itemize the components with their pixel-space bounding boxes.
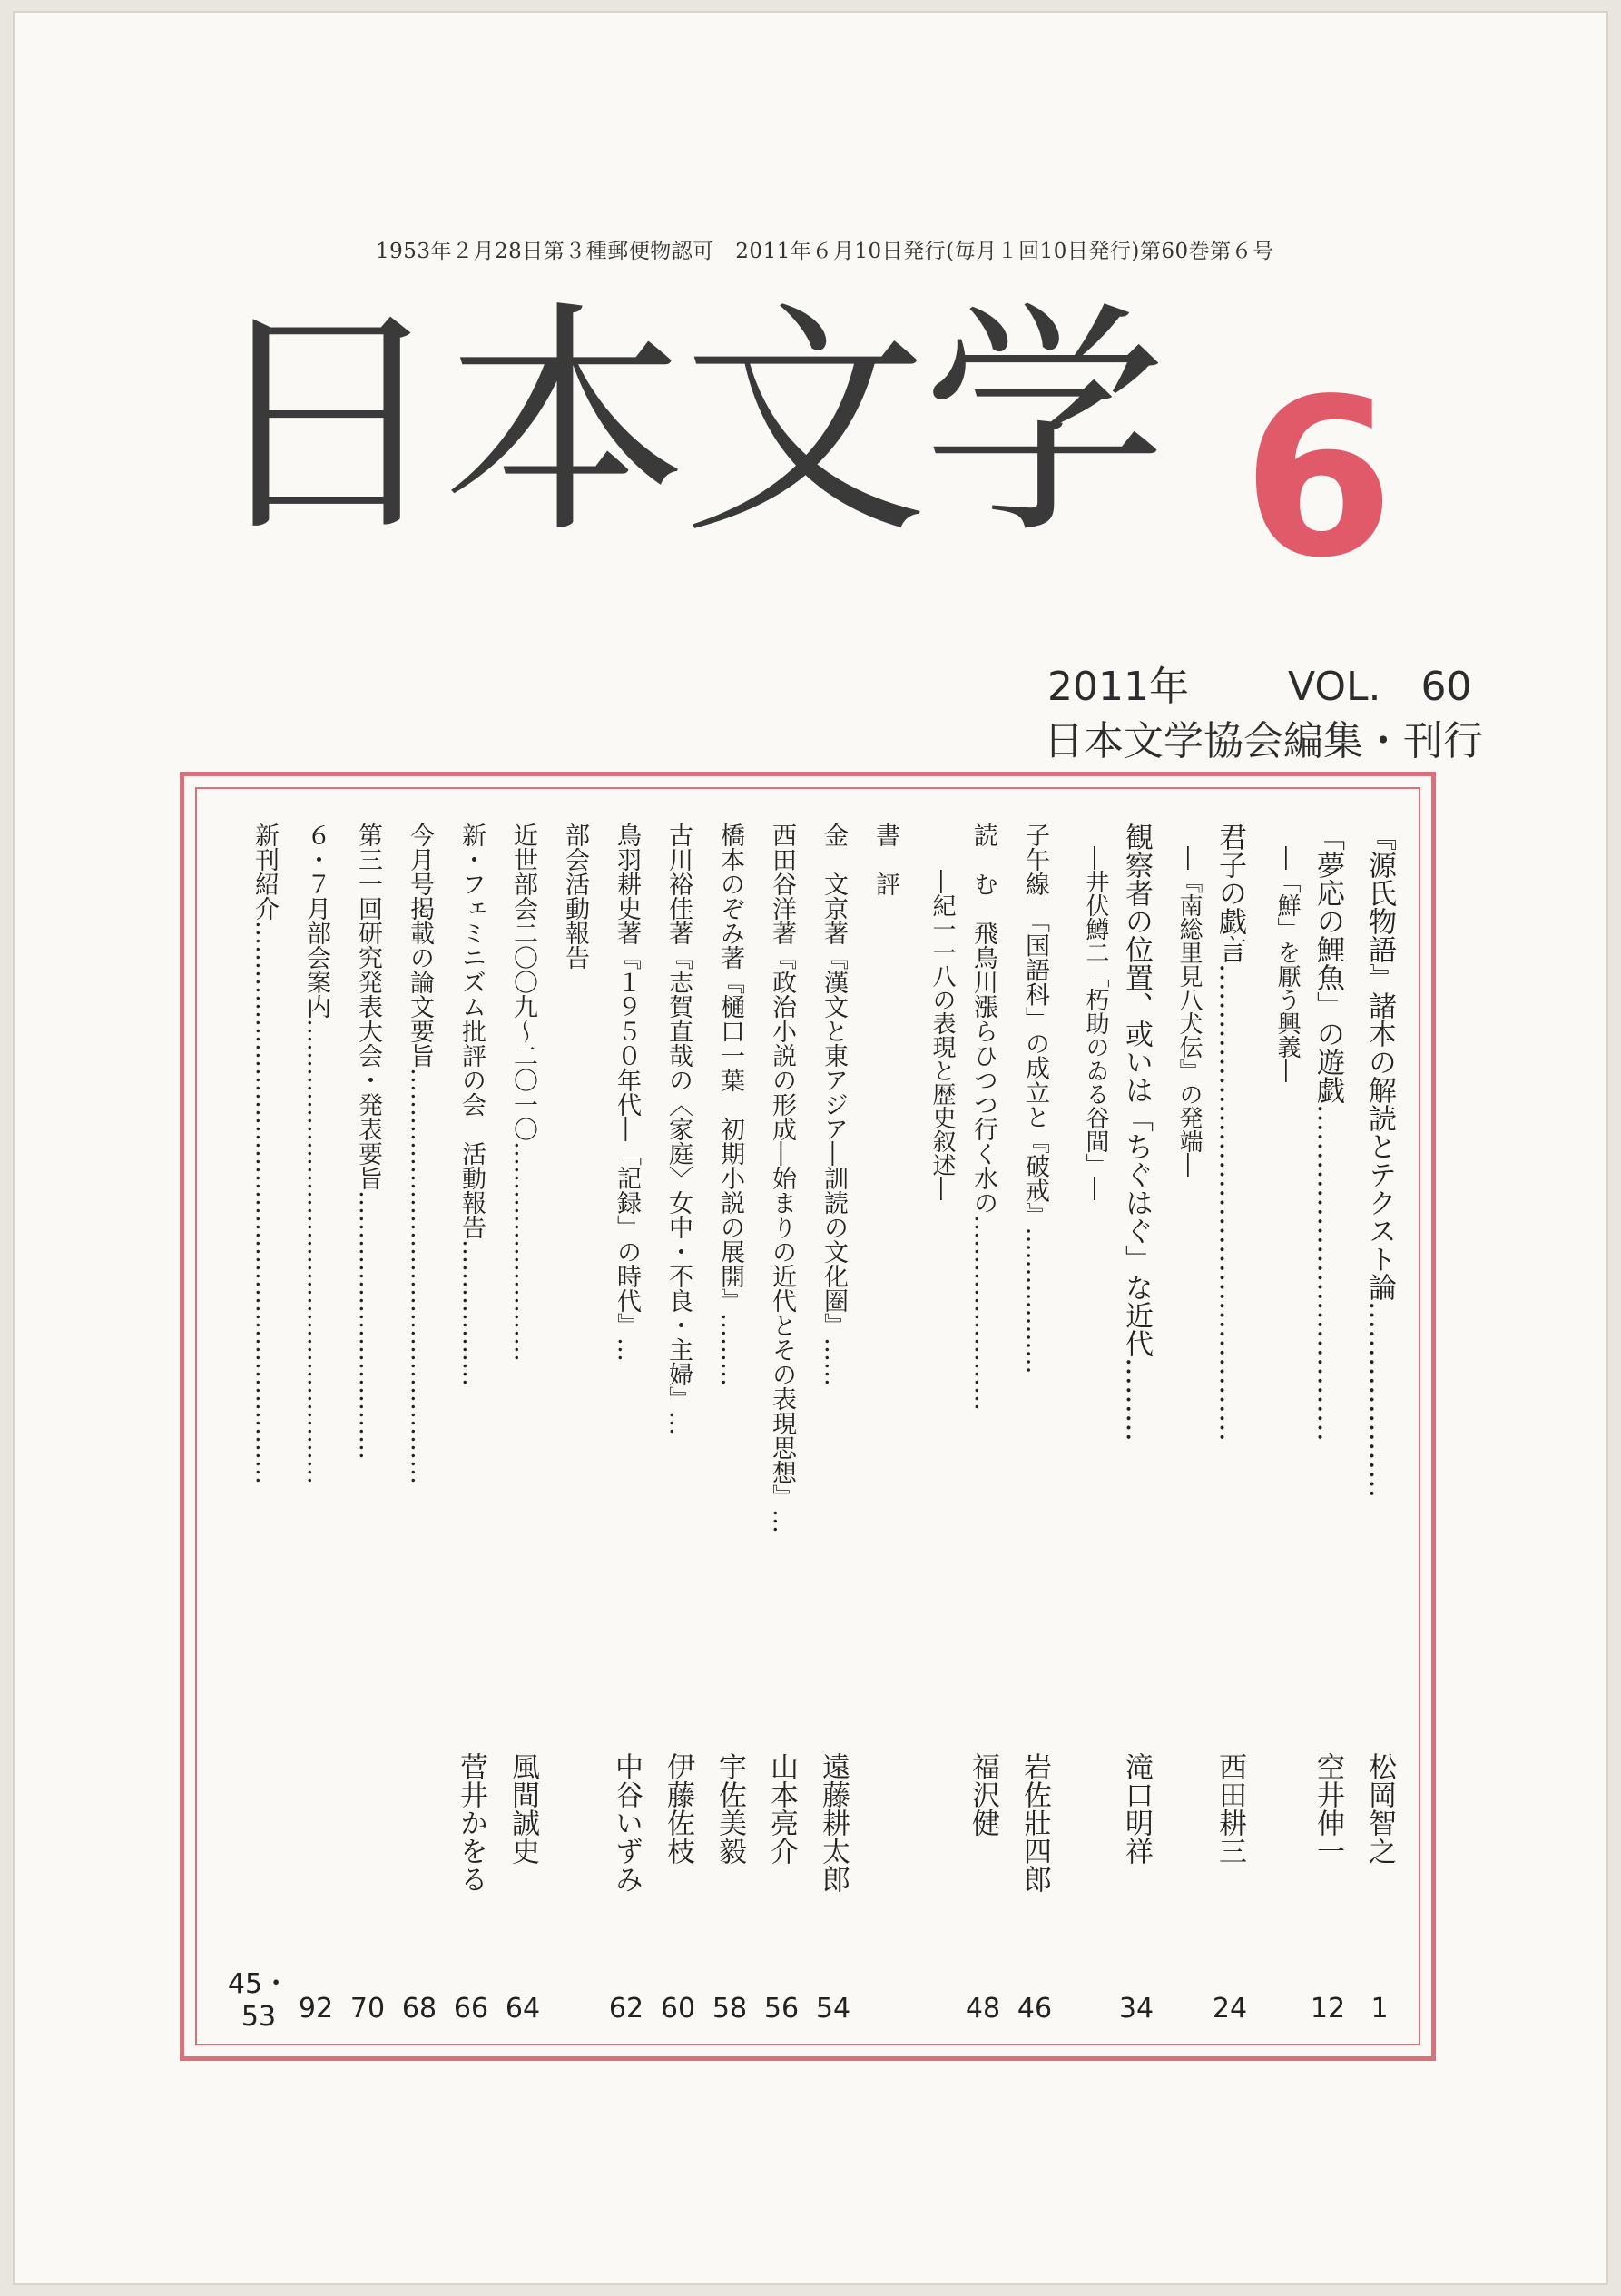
publication-year: 2011年 xyxy=(1047,664,1189,710)
toc-section-heading: 部会活動報告 xyxy=(561,823,589,970)
toc-entry-author: 山本亮介 xyxy=(765,1752,798,1865)
toc-entry-title: 君子の戯言…………………………………………… xyxy=(1213,823,1246,1442)
toc-entry-page: 70 xyxy=(349,1993,386,2025)
toc-entry-title: 橋本のぞみ著『樋口一葉 初期小説の展開』……… xyxy=(716,823,744,1386)
toc-entry-page: 68 xyxy=(401,1993,437,2025)
toc-entry-subtitle: ―『南総里見八犬伝』の発端― xyxy=(1175,823,1203,1177)
toc-entry-title: 読 む 飛鳥川漲らひつつ行く水の…………………… xyxy=(969,823,997,1411)
toc-entry-page: 45・53 xyxy=(227,1968,290,2033)
toc-entry-author: 伊藤佐枝 xyxy=(662,1752,694,1865)
toc-entry-title: 「夢応の鯉魚」の遊戯……………………………… xyxy=(1312,823,1344,1442)
toc-entry-title: 近世部会二〇〇九～二〇一〇……………………… xyxy=(509,823,537,1362)
toc-entry-title: 鳥羽耕史著『１９５０年代―「記録」の時代』… xyxy=(613,823,641,1362)
issue-number: 6 xyxy=(1243,351,1394,606)
toc-entry-subtitle: ―「鮮」を厭う興義― xyxy=(1273,823,1301,1082)
toc-entry-page: 62 xyxy=(608,1993,644,2025)
toc-entry-page: 48 xyxy=(965,1993,1001,2025)
toc-entry-page: 34 xyxy=(1118,1993,1154,2025)
toc-entry-author: 風間誠史 xyxy=(506,1752,539,1865)
toc-entry-title: 『源氏物語』諸本の解読とテクスト論………………… xyxy=(1363,823,1396,1498)
toc-entry-title: 新刊紹介…………………………………………………………… xyxy=(251,823,279,1484)
toc-entry-subtitle: ―紀一一八の表現と歴史叙述― xyxy=(928,823,956,1200)
toc-entry-page: 92 xyxy=(298,1993,334,2025)
toc-entry-title: 観察者の位置、或いは「ちぐはぐ」な近代……… xyxy=(1120,823,1153,1442)
toc-entry-author: 福沢健 xyxy=(967,1752,999,1837)
toc-entry-page: 46 xyxy=(1017,1993,1053,2025)
volume-number: VOL. 60 xyxy=(1288,664,1472,710)
toc-entry-title: 西田谷洋著『政治小説の形成―始まりの近代とその表現思想』… xyxy=(768,823,796,1533)
toc-entry-author: 遠藤耕太郎 xyxy=(817,1752,850,1893)
toc-entry-page: 56 xyxy=(763,1993,800,2025)
toc-entry-author: 松岡智之 xyxy=(1363,1752,1396,1865)
toc-entry-subtitle: ―井伏鱒二「朽助のゐる谷間」― xyxy=(1082,823,1109,1200)
toc-entry-author: 中谷いずみ xyxy=(610,1752,643,1893)
toc-entry-title: 新・フェミニズム批評の会 活動報告……………… xyxy=(457,823,486,1386)
toc-entry-page: 64 xyxy=(505,1993,541,2025)
toc-entry-title: 古川裕佳著『志賀直哉の〈家庭〉女中・不良・主婦』… xyxy=(664,823,693,1435)
toc-entry-author: 空井伸一 xyxy=(1312,1752,1344,1865)
toc-section-heading: 書 評 xyxy=(871,823,899,896)
toc-entry-title: 金 文京著『漢文と東アジア―訓読の文化圏』…… xyxy=(820,823,848,1386)
publisher: 日本文学協会編集・刊行 xyxy=(1044,718,1483,764)
toc-entry-title: 第三一回研究発表大会・発表要旨…………………………… xyxy=(354,823,382,1460)
postal-permit-line: 1953年２月28日第３種郵便物認可 2011年６月10日発行(毎月１回10日発行)第60巻第６号 xyxy=(376,240,1274,263)
toc-entry-page: 66 xyxy=(453,1993,489,2025)
toc-entry-page: 58 xyxy=(712,1993,748,2025)
toc-entry-page: 24 xyxy=(1212,1993,1248,2025)
toc-entry-author: 宇佐美毅 xyxy=(713,1752,746,1865)
toc-entry-page: 1 xyxy=(1370,1993,1389,2025)
toc-entry-page: 60 xyxy=(660,1993,696,2025)
magazine-title: 日本文学 xyxy=(203,281,1162,567)
toc-entry-page: 12 xyxy=(1310,1993,1346,2025)
toc-entry-author: 西田耕三 xyxy=(1213,1752,1246,1865)
toc-entry-author: 菅井かをる xyxy=(455,1752,487,1893)
toc-entry-author: 滝口明祥 xyxy=(1120,1752,1153,1865)
toc-entry-title: 子午線 「国語科」の成立と『破戒』……………… xyxy=(1021,823,1049,1375)
toc-entry-title: 今月号掲載の論文要旨…………………………………………… xyxy=(406,823,434,1484)
toc-entry-author: 岩佐壯四郎 xyxy=(1018,1752,1051,1893)
toc-entry-title: ６・７月部会案内………………………………………………… xyxy=(302,823,330,1484)
toc-entry-page: 54 xyxy=(815,1993,851,2025)
